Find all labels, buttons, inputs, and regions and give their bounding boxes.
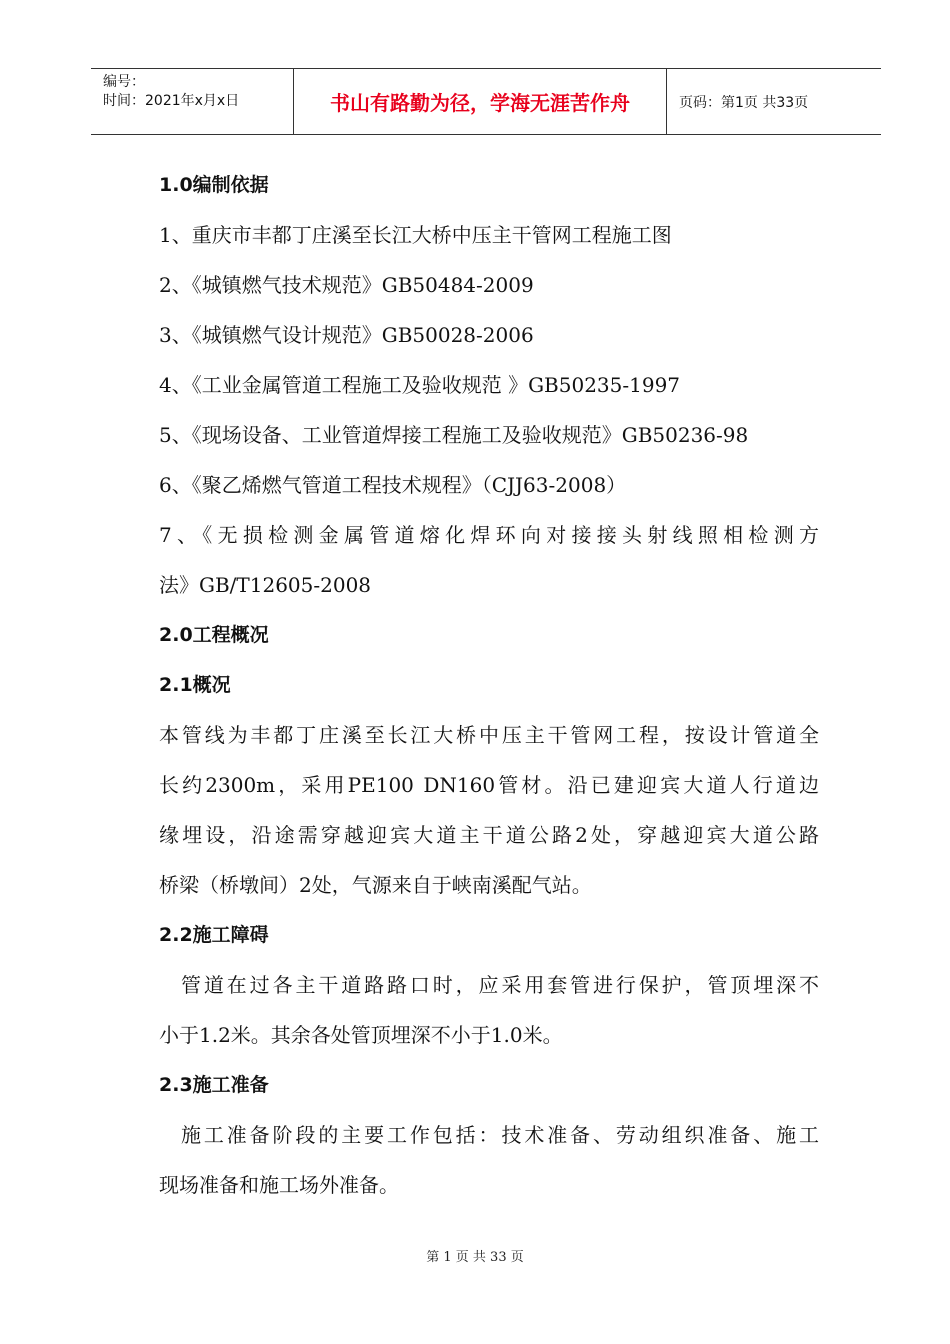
paragraph-line: 管道在过各主干道路路口时，应采用套管进行保护，管顶埋深不 bbox=[181, 973, 819, 997]
reference-item: 6、《聚乙烯燃气管道工程技术规程》（CJJ63-2008） bbox=[159, 473, 627, 497]
reference-item: 5、《现场设备、工业管道焊接工程施工及验收规范》GB50236-98 bbox=[159, 423, 749, 447]
reference-item: 2、《城镇燃气技术规范》GB50484-2009 bbox=[159, 273, 534, 297]
paragraph-line: 本管线为丰都丁庄溪至长江大桥中压主干管网工程，按设计管道全 bbox=[159, 723, 819, 747]
header-meta bbox=[91, 69, 293, 134]
reference-item: 7、《无损检测金属管道熔化焊环向对接接头射线照相检测方 bbox=[159, 523, 819, 547]
section-heading-1-0: 1.0编制依据 bbox=[159, 174, 269, 196]
paragraph-line: 施工准备阶段的主要工作包括：技术准备、劳动组织准备、施工 bbox=[181, 1123, 819, 1147]
page-header bbox=[91, 68, 881, 135]
reference-item-continued: 法》GB/T12605-2008 bbox=[159, 573, 372, 597]
paragraph-line: 长约2300m，采用PE100 DN160管材。沿已建迎宾大道人行道边 bbox=[159, 773, 819, 797]
reference-item: 1、重庆市丰都丁庄溪至长江大桥中压主干管网工程施工图 bbox=[159, 223, 672, 247]
header-page-info: 页码：第1页 共33页 bbox=[679, 94, 809, 111]
document-body bbox=[159, 160, 819, 1210]
section-heading-2-1: 2.1概况 bbox=[159, 674, 231, 696]
document-number-label: 编号： bbox=[103, 74, 145, 90]
reference-item: 3、《城镇燃气设计规范》GB50028-2006 bbox=[159, 323, 534, 347]
paragraph-line: 桥梁（桥墩间）2处，气源来自于峡南溪配气站。 bbox=[159, 873, 592, 897]
section-heading-2-2: 2.2施工障碍 bbox=[159, 924, 269, 946]
paragraph-line: 现场准备和施工场外准备。 bbox=[159, 1173, 399, 1197]
header-motto: 书山有路勤为径，学海无涯苦作舟 bbox=[293, 69, 667, 134]
document-time: 时间：2021年x月x日 bbox=[103, 93, 240, 109]
section-heading-2-0: 2.0工程概况 bbox=[159, 624, 269, 646]
paragraph-line: 小于1.2米。其余各处管顶埋深不小于1.0米。 bbox=[159, 1023, 563, 1047]
page-footer: 第 1 页 共 33 页 bbox=[426, 1250, 524, 1265]
section-heading-2-3: 2.3施工准备 bbox=[159, 1074, 269, 1096]
paragraph-line: 缘埋设，沿途需穿越迎宾大道主干道公路2处，穿越迎宾大道公路 bbox=[159, 823, 819, 847]
reference-item: 4、《工业金属管道工程施工及验收规范 》GB50235-1997 bbox=[159, 373, 681, 397]
